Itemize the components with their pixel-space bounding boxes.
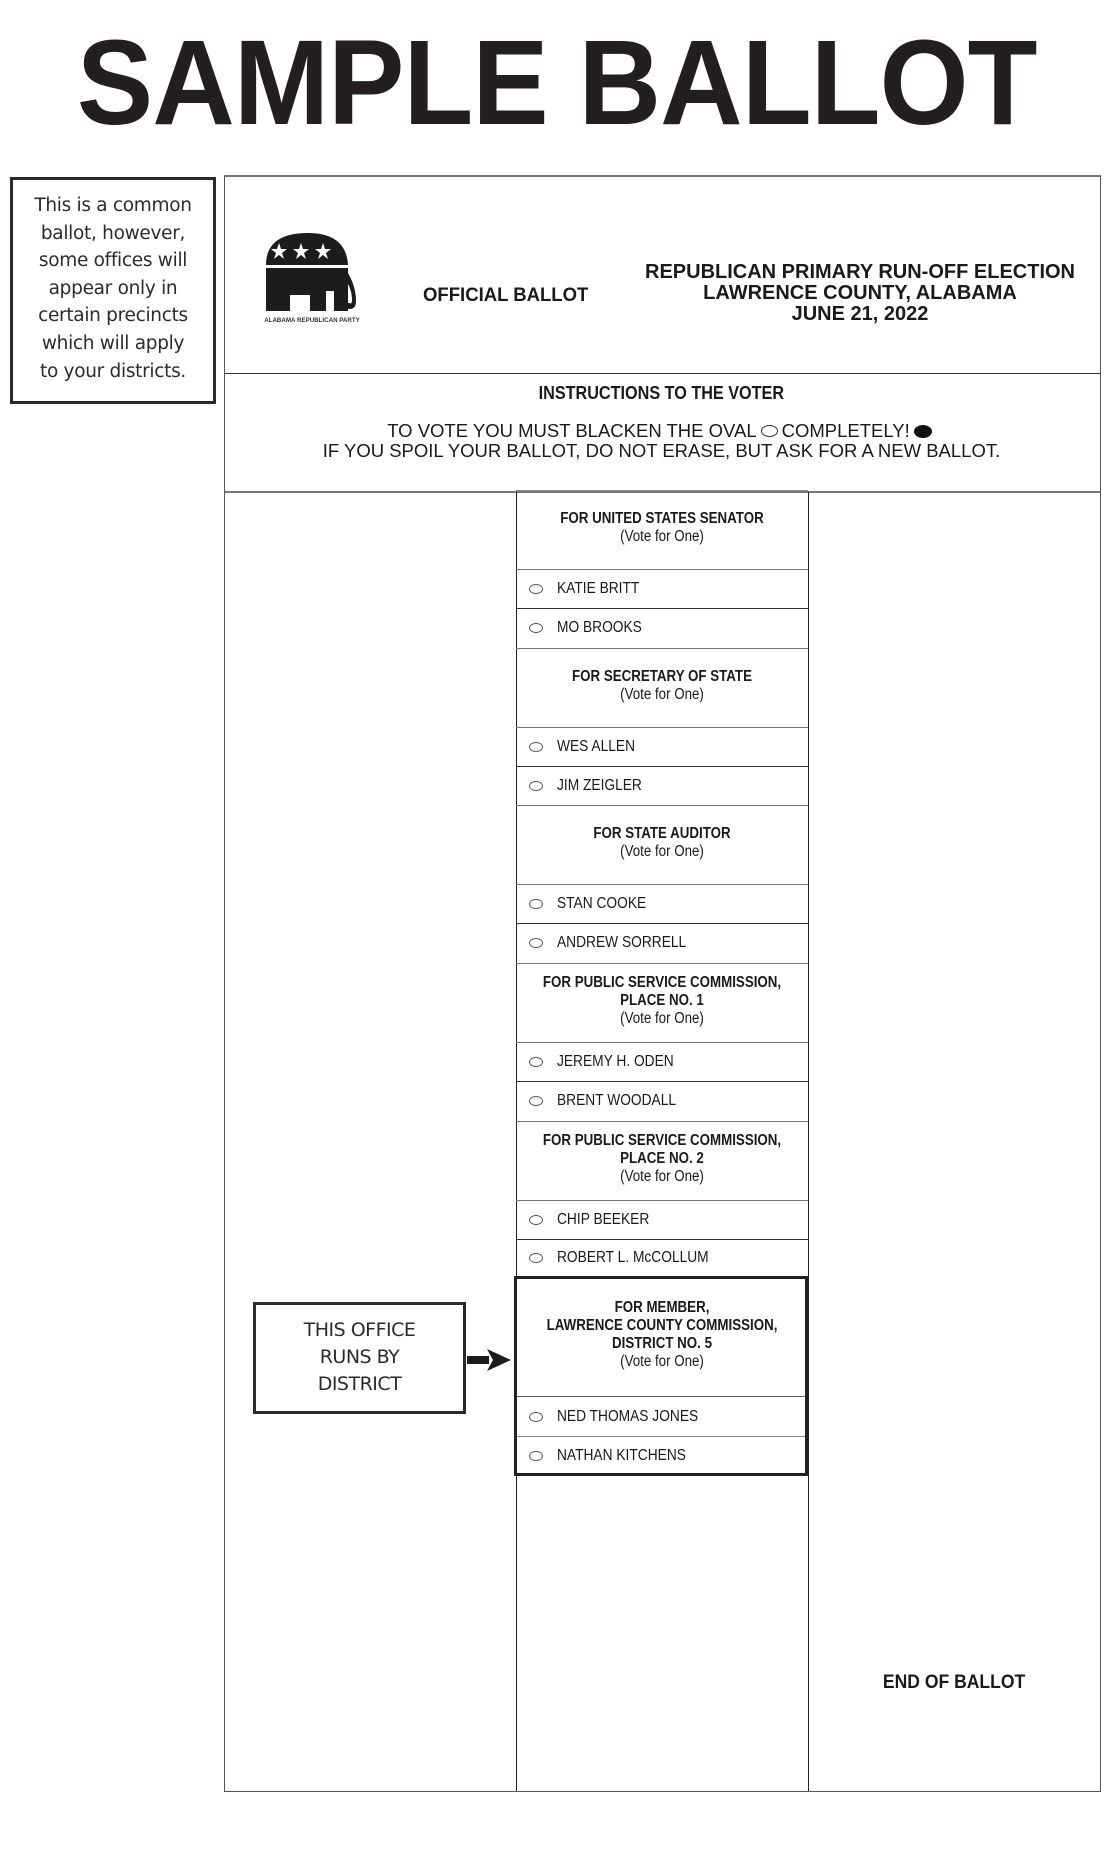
note-line: some offices will bbox=[38, 250, 188, 272]
vote-oval-icon[interactable] bbox=[529, 1451, 543, 1461]
empty-oval-icon bbox=[761, 425, 778, 437]
note-line: This is a common bbox=[34, 195, 192, 216]
candidate-row-nathan-kitchens[interactable] bbox=[516, 1436, 808, 1475]
common-ballot-note bbox=[10, 177, 216, 404]
row-divider bbox=[516, 1121, 808, 1122]
candidate-name: ROBERT L. McCOLLUM bbox=[557, 1248, 709, 1266]
vote-oval-icon[interactable] bbox=[529, 623, 543, 633]
vote-for-label: (Vote for One) bbox=[620, 1168, 704, 1185]
row-divider bbox=[516, 963, 808, 964]
end-of-ballot-label bbox=[808, 1671, 1100, 1694]
callout-line: THIS OFFICE bbox=[303, 1319, 416, 1341]
candidate-row-mo-brooks[interactable] bbox=[516, 608, 808, 647]
republican-elephant-icon bbox=[262, 229, 362, 329]
instructions-line-1a: TO VOTE YOU MUST BLACKEN THE OVAL bbox=[387, 420, 757, 441]
candidate-row-stan-cooke[interactable] bbox=[516, 884, 808, 923]
row-divider bbox=[516, 805, 808, 806]
candidate-row-jim-zeigler[interactable] bbox=[516, 766, 808, 805]
official-ballot-label: OFFICIAL BALLOT bbox=[423, 284, 589, 306]
title-text: SAMPLE BALLOT bbox=[77, 14, 1037, 150]
svg-text:ALABAMA REPUBLICAN PARTY: ALABAMA REPUBLICAN PARTY bbox=[264, 317, 360, 324]
column-divider-right bbox=[808, 492, 809, 1791]
contest-title: PLACE NO. 2 bbox=[620, 1150, 704, 1167]
contest-header-psc-place-1 bbox=[516, 974, 808, 1028]
election-name: REPUBLICAN PRIMARY RUN-OFF ELECTION bbox=[645, 261, 1075, 283]
candidate-name: BRENT WOODALL bbox=[557, 1091, 677, 1109]
vote-oval-icon[interactable] bbox=[529, 938, 543, 948]
row-divider bbox=[516, 490, 808, 491]
instructions-title bbox=[224, 383, 1099, 404]
arrow-right-icon bbox=[467, 1349, 513, 1371]
instructions-divider bbox=[225, 491, 1100, 493]
note-line: appear only in bbox=[48, 277, 178, 299]
candidate-row-robert-l-mccollum[interactable] bbox=[516, 1239, 808, 1276]
sample-ballot-title bbox=[0, 14, 1114, 150]
contest-title: FOR STATE AUDITOR bbox=[593, 825, 731, 842]
contest-title: PLACE NO. 1 bbox=[620, 992, 704, 1009]
contest-title: FOR MEMBER, bbox=[614, 1299, 710, 1316]
vote-oval-icon[interactable] bbox=[529, 1253, 543, 1263]
candidate-name: JIM ZEIGLER bbox=[557, 776, 642, 794]
callout-line: RUNS BY bbox=[319, 1346, 400, 1368]
end-of-ballot-text: END OF BALLOT bbox=[882, 1671, 1026, 1693]
instructions-title-text: INSTRUCTIONS TO THE VOTER bbox=[538, 383, 785, 403]
republican-elephant-logo bbox=[262, 229, 362, 329]
election-heading bbox=[640, 262, 1080, 325]
note-line: to your districts. bbox=[40, 360, 186, 382]
instructions-line-2: IF YOU SPOIL YOUR BALLOT, DO NOT ERASE, BUT ASK FOR A NEW BALLOT. bbox=[322, 440, 1001, 461]
filled-oval-icon bbox=[914, 425, 932, 438]
election-date: JUNE 21, 2022 bbox=[791, 303, 929, 325]
vote-oval-icon[interactable] bbox=[529, 1412, 543, 1422]
instructions-line-1 bbox=[224, 421, 1099, 441]
candidate-row-brent-woodall[interactable] bbox=[516, 1081, 808, 1120]
candidate-name: JEREMY H. ODEN bbox=[557, 1052, 674, 1070]
vote-oval-icon[interactable] bbox=[529, 781, 543, 791]
candidate-name: NED THOMAS JONES bbox=[557, 1407, 699, 1425]
candidate-name: KATIE BRITT bbox=[557, 579, 640, 597]
vote-oval-icon[interactable] bbox=[529, 742, 543, 752]
candidate-name: MO BROOKS bbox=[557, 618, 642, 636]
contest-title: FOR PUBLIC SERVICE COMMISSION, bbox=[542, 974, 782, 991]
vote-for-label: (Vote for One) bbox=[620, 1353, 704, 1370]
candidate-row-jeremy-h-oden[interactable] bbox=[516, 1042, 808, 1081]
contest-title: FOR SECRETARY OF STATE bbox=[572, 668, 752, 685]
candidate-name: CHIP BEEKER bbox=[557, 1210, 650, 1228]
vote-for-label: (Vote for One) bbox=[620, 1010, 704, 1027]
instructions-text bbox=[224, 421, 1099, 461]
row-divider bbox=[516, 648, 808, 649]
callout-line: DISTRICT bbox=[317, 1373, 402, 1395]
vote-for-label: (Vote for One) bbox=[620, 843, 704, 860]
candidate-row-katie-britt[interactable] bbox=[516, 569, 808, 608]
instructions-line-1b: COMPLETELY! bbox=[781, 420, 910, 441]
vote-oval-icon[interactable] bbox=[529, 1057, 543, 1067]
note-line: ballot, however, bbox=[40, 222, 186, 244]
contest-title: FOR PUBLIC SERVICE COMMISSION, bbox=[542, 1132, 782, 1149]
candidate-row-wes-allen[interactable] bbox=[516, 727, 808, 766]
district-callout-box bbox=[253, 1302, 466, 1414]
vote-for-label: (Vote for One) bbox=[620, 528, 704, 545]
candidate-name: NATHAN KITCHENS bbox=[557, 1446, 686, 1464]
candidate-name: WES ALLEN bbox=[557, 737, 636, 755]
contest-title: LAWRENCE COUNTY COMMISSION, bbox=[546, 1317, 778, 1334]
vote-oval-icon[interactable] bbox=[529, 1096, 543, 1106]
vote-oval-icon[interactable] bbox=[529, 584, 543, 594]
contest-title: DISTRICT NO. 5 bbox=[611, 1335, 712, 1352]
candidate-name: STAN COOKE bbox=[557, 894, 647, 912]
contest-header-county-commission-district-5 bbox=[516, 1299, 808, 1371]
election-county: LAWRENCE COUNTY, ALABAMA bbox=[703, 282, 1017, 304]
contest-header-secretary-of-state bbox=[516, 668, 808, 704]
candidate-row-chip-beeker[interactable] bbox=[516, 1200, 808, 1239]
note-line: certain precincts bbox=[38, 305, 188, 327]
candidate-name: ANDREW SORRELL bbox=[557, 933, 687, 951]
vote-for-label: (Vote for One) bbox=[620, 686, 704, 703]
vote-oval-icon[interactable] bbox=[529, 1215, 543, 1225]
vote-oval-icon[interactable] bbox=[529, 899, 543, 909]
header-divider bbox=[225, 373, 1100, 374]
candidate-row-andrew-sorrell[interactable] bbox=[516, 923, 808, 962]
contest-header-state-auditor bbox=[516, 825, 808, 861]
note-line: which will apply bbox=[41, 332, 185, 354]
candidate-row-ned-thomas-jones[interactable] bbox=[516, 1397, 808, 1436]
contest-title: FOR UNITED STATES SENATOR bbox=[560, 510, 764, 527]
contest-header-us-senator bbox=[516, 510, 808, 546]
contest-header-psc-place-2 bbox=[516, 1132, 808, 1186]
